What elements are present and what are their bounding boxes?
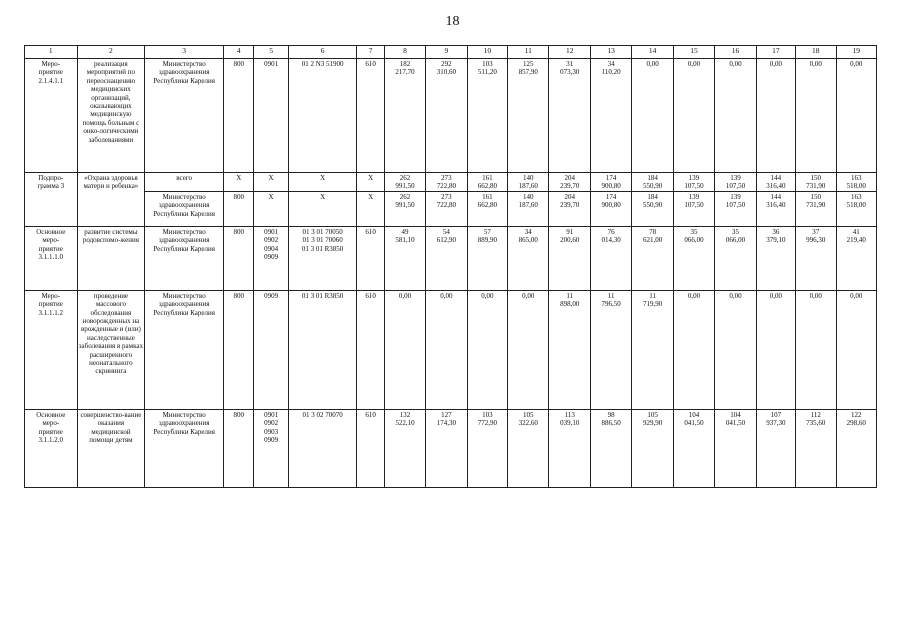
value-cell: 144 316,40	[756, 173, 795, 192]
value-cell: 0,00	[673, 290, 714, 409]
header-cell: 16	[715, 46, 756, 59]
executor-cell: Министерство здравоохранения Республики Карелия	[145, 290, 224, 409]
target-article-cell: 01 2 N3 51900	[288, 59, 357, 173]
expense-type-cell: 610	[357, 409, 384, 487]
value-cell: 34 110,20	[590, 59, 631, 173]
header-cell: 7	[357, 46, 384, 59]
value-cell: 262 991,50	[384, 191, 425, 226]
value-cell: 0,00	[715, 290, 756, 409]
row-name-cell: совершенство-вание оказания медицинской помощи детям	[77, 409, 145, 487]
executor-cell: Министерство здравоохранения Республики Карелия	[145, 409, 224, 487]
value-cell: 122 298,60	[836, 409, 877, 487]
value-cell: 161 662,80	[467, 191, 507, 226]
value-cell: 105 322,60	[508, 409, 549, 487]
value-cell: 0,00	[632, 59, 673, 173]
row-name-cell: «Охрана здоровья матери и ребенка»	[77, 173, 145, 227]
row-name-cell: проведение массового обследования новорожденных на врожденные и (или) наследственные заболевания в рамках расширенного неонатального скрининга	[77, 290, 145, 409]
value-cell: 150 731,90	[796, 191, 836, 226]
value-cell: 103 772,90	[467, 409, 507, 487]
value-cell: 0,00	[508, 290, 549, 409]
value-cell: 98 886,50	[590, 409, 631, 487]
grbs-cell: 800	[224, 59, 254, 173]
value-cell: 107 937,30	[756, 409, 795, 487]
header-cell: 18	[796, 46, 836, 59]
value-cell: 262 991,50	[384, 173, 425, 192]
table-row	[25, 409, 877, 487]
grbs-cell: 800	[224, 290, 254, 409]
header-cell: 6	[288, 46, 357, 59]
value-cell: 0,00	[467, 290, 507, 409]
target-article-cell: Х	[288, 173, 357, 192]
value-cell: 174 900,80	[590, 173, 631, 192]
value-cell: 139 107,50	[715, 191, 756, 226]
header-cell: 15	[673, 46, 714, 59]
value-cell: 34 865,00	[508, 226, 549, 290]
value-cell: 78 621,00	[632, 226, 673, 290]
value-cell: 204 239,70	[549, 191, 590, 226]
expense-type-cell: Х	[357, 173, 384, 192]
value-cell: 35 066,00	[715, 226, 756, 290]
section-cell: 0901	[254, 59, 288, 173]
value-cell: 0,00	[756, 290, 795, 409]
value-cell: 139 107,50	[715, 173, 756, 192]
value-cell: 105 929,90	[632, 409, 673, 487]
header-cell: 12	[549, 46, 590, 59]
section-cell: 0901 0902 0904 0909	[254, 226, 288, 290]
row-name-cell: развитие системы родовспомо-жения	[77, 226, 145, 290]
executor-cell: Министерство здравоохранения Республики Карелия	[145, 191, 224, 226]
header-cell: 3	[145, 46, 224, 59]
value-cell: 112 735,60	[796, 409, 836, 487]
value-cell: 11 719,90	[632, 290, 673, 409]
value-cell: 144 316,40	[756, 191, 795, 226]
value-cell: 163 518,00	[836, 191, 877, 226]
grbs-cell: 800	[224, 191, 254, 226]
value-cell: 161 662,80	[467, 173, 507, 192]
value-cell: 113 039,10	[549, 409, 590, 487]
value-cell: 273 722,80	[426, 173, 467, 192]
section-cell: 0901 0902 0903 0909	[254, 409, 288, 487]
row-code-cell: Меро- приятие 3.1.1.1.2	[25, 290, 78, 409]
table-row	[25, 59, 877, 173]
value-cell: 11 796,50	[590, 290, 631, 409]
header-cell: 19	[836, 46, 877, 59]
value-cell: 57 889,90	[467, 226, 507, 290]
row-code-cell: Основное меро- приятие 3.1.1.2.0	[25, 409, 78, 487]
page-number: 18	[445, 14, 460, 29]
value-cell: 163 518,00	[836, 173, 877, 192]
value-cell: 31 073,30	[549, 59, 590, 173]
value-cell: 35 066,00	[673, 226, 714, 290]
header-cell: 5	[254, 46, 288, 59]
value-cell: 0,00	[796, 290, 836, 409]
section-cell: Х	[254, 173, 288, 192]
expense-type-cell: 610	[357, 59, 384, 173]
expense-type-cell: 610	[357, 290, 384, 409]
value-cell: 204 239,70	[549, 173, 590, 192]
value-cell: 0,00	[384, 290, 425, 409]
value-cell: 139 107,50	[673, 173, 714, 192]
header-cell: 17	[756, 46, 795, 59]
target-article-cell: 01 3 02 70070	[288, 409, 357, 487]
value-cell: 184 550,90	[632, 173, 673, 192]
table-header-row	[25, 46, 877, 59]
executor-cell: всего	[145, 173, 224, 192]
row-code-cell: Основное меро- приятие 3.1.1.1.0	[25, 226, 78, 290]
value-cell: 127 174,30	[426, 409, 467, 487]
row-code-cell: Меро- приятие 2.1.4.1.1	[25, 59, 78, 173]
value-cell: 273 722,80	[426, 191, 467, 226]
value-cell: 49 581,10	[384, 226, 425, 290]
target-article-cell: 01 3 01 R3850	[288, 290, 357, 409]
value-cell: 292 310,60	[426, 59, 467, 173]
section-cell: Х	[254, 191, 288, 226]
expense-type-cell: Х	[357, 191, 384, 226]
header-cell: 13	[590, 46, 631, 59]
value-cell: 139 107,50	[673, 191, 714, 226]
value-cell: 54 612,90	[426, 226, 467, 290]
target-article-cell: Х	[288, 191, 357, 226]
value-cell: 104 041,50	[715, 409, 756, 487]
executor-cell: Министерство здравоохранения Республики Карелия	[145, 59, 224, 173]
value-cell: 0,00	[426, 290, 467, 409]
value-cell: 104 041,50	[673, 409, 714, 487]
budget-table	[24, 45, 877, 488]
row-code-cell: Подпро- грамма 3	[25, 173, 78, 227]
grbs-cell: 800	[224, 409, 254, 487]
section-cell: 0909	[254, 290, 288, 409]
value-cell: 184 550,90	[632, 191, 673, 226]
header-cell: 10	[467, 46, 507, 59]
value-cell: 125 857,90	[508, 59, 549, 173]
value-cell: 0,00	[673, 59, 714, 173]
header-cell: 11	[508, 46, 549, 59]
header-cell: 14	[632, 46, 673, 59]
expense-type-cell: 610	[357, 226, 384, 290]
grbs-cell: 800	[224, 226, 254, 290]
table-row	[25, 290, 877, 409]
value-cell: 0,00	[756, 59, 795, 173]
table-row	[25, 226, 877, 290]
value-cell: 37 996,30	[796, 226, 836, 290]
target-article-cell: 01 3 01 70050 01 3 01 70060 01 3 01 R3850	[288, 226, 357, 290]
header-cell: 2	[77, 46, 145, 59]
row-name-cell: реализация мероприятий по переоснащению медицинских организаций, оказывающих медицинскую помощь больным с онко-логическими заболеваниями	[77, 59, 145, 173]
table-row	[25, 191, 877, 226]
header-cell: 9	[426, 46, 467, 59]
value-cell: 182 217,70	[384, 59, 425, 173]
value-cell: 0,00	[836, 290, 877, 409]
value-cell: 140 187,60	[508, 191, 549, 226]
value-cell: 103 511,20	[467, 59, 507, 173]
value-cell: 76 014,30	[590, 226, 631, 290]
value-cell: 150 731,90	[796, 173, 836, 192]
value-cell: 36 379,10	[756, 226, 795, 290]
value-cell: 11 898,00	[549, 290, 590, 409]
header-cell: 4	[224, 46, 254, 59]
value-cell: 0,00	[796, 59, 836, 173]
table-row	[25, 173, 877, 192]
value-cell: 132 522,10	[384, 409, 425, 487]
header-cell: 1	[25, 46, 78, 59]
value-cell: 174 900,80	[590, 191, 631, 226]
value-cell: 0,00	[836, 59, 877, 173]
executor-cell: Министерство здравоохранения Республики Карелия	[145, 226, 224, 290]
value-cell: 140 187,60	[508, 173, 549, 192]
value-cell: 41 219,40	[836, 226, 877, 290]
header-cell: 8	[384, 46, 425, 59]
value-cell: 0,00	[715, 59, 756, 173]
grbs-cell: Х	[224, 173, 254, 192]
value-cell: 91 200,60	[549, 226, 590, 290]
